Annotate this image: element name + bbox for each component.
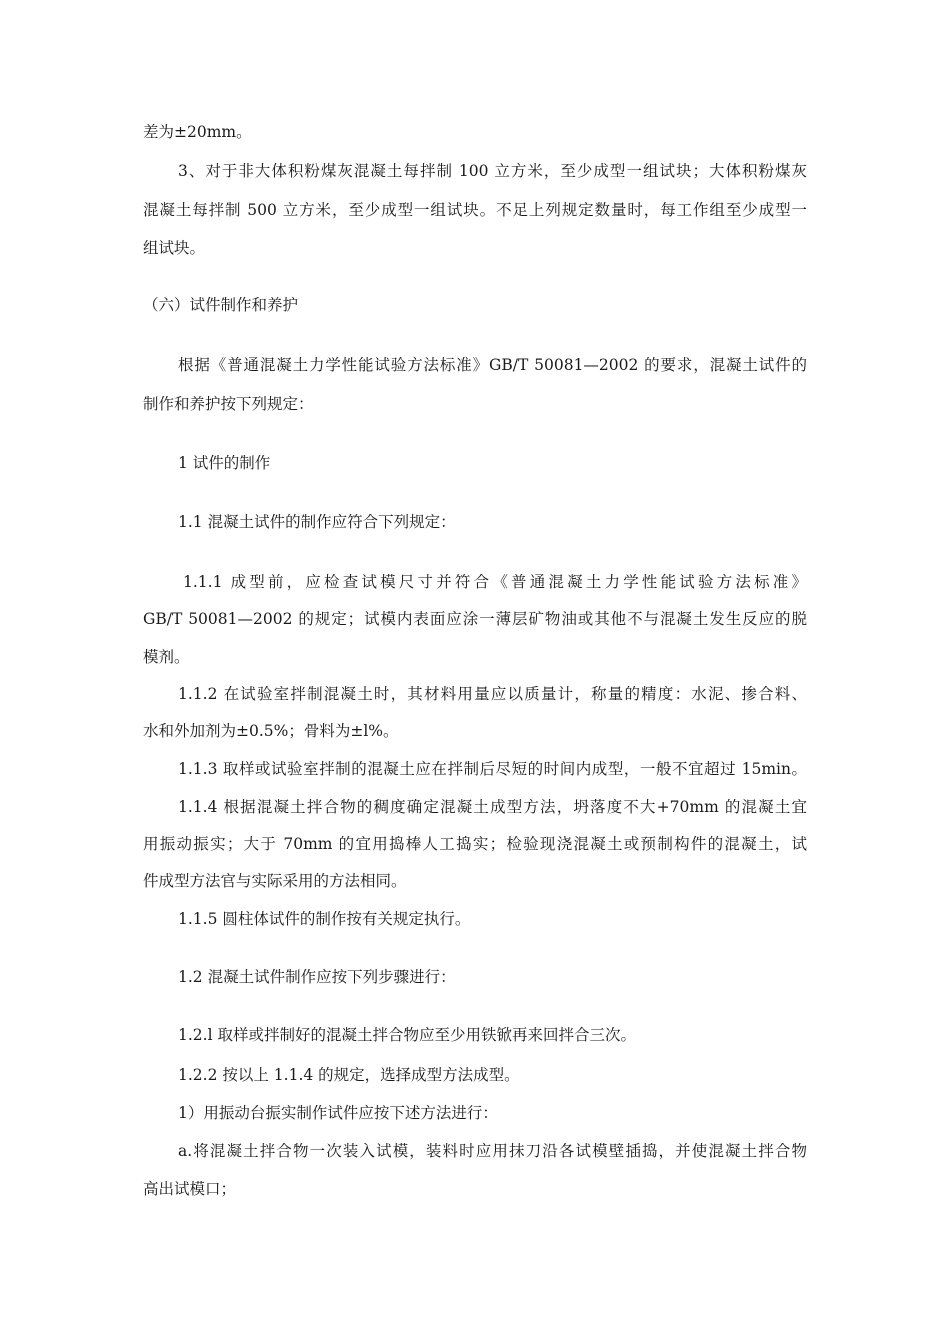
text-line: 1.2.l 取样或拌制好的混凝土拌合物应至少用铁锨再来回拌合三次。 — [178, 1026, 636, 1044]
text-line: 1.1.4 根据混凝土拌合物的稠度确定混凝土成型方法，坍落度不大+70mm 的混凝土宜 — [178, 798, 807, 816]
text-line: 水和外加剂为±0.5%；骨料为±l%。 — [143, 722, 399, 740]
text-line: 模剂。 — [143, 648, 190, 666]
text-line: 差为±20mm。 — [143, 123, 252, 141]
text-line: 1）用振动台振实制作试件应按下述方法进行： — [178, 1104, 498, 1122]
text-line: 混凝土每拌制 500 立方米，至少成型一组试块。不足上列规定数量时，每工作组至少成型一 — [143, 201, 807, 219]
text-line: 用振动振实；大于 70mm 的宜用捣棒人工捣实；检验现浇混凝土或预制构件的混凝土，试 — [143, 835, 807, 853]
text-line: 1.2.2 按以上 1.1.4 的规定，选择成型方法成型。 — [178, 1066, 520, 1084]
text-line: 1.1 混凝土试件的制作应符合下列规定： — [178, 513, 456, 531]
text-line: 根据《普通混凝土力学性能试验方法标准》GB/T 50081—2002 的要求，混凝土试件的 — [178, 356, 807, 374]
text-line: 高出试模口； — [143, 1180, 237, 1198]
text-line: a.将混凝土拌合物一次装入试模，装料时应用抹刀沿各试模壁插捣，并使混凝土拌合物 — [178, 1142, 807, 1160]
text-line: GB/T 50081—2002 的规定；试模内表面应涂一薄层矿物油或其他不与混凝土发生反应的脱 — [143, 610, 807, 628]
text-line: 件成型方法官与实际采用的方法相同。 — [143, 872, 407, 890]
text-line: 制作和养护按下列规定： — [143, 395, 314, 413]
text-line: 1.2 混凝土试件制作应按下列步骤进行： — [178, 968, 456, 986]
text-line: 组试块。 — [143, 239, 206, 257]
subsection-heading: 1 试件的制作 — [178, 454, 271, 472]
text-line: 1.1.5 圆柱体试件的制作按有关规定执行。 — [178, 910, 471, 928]
section-heading: （六）试件制作和养护 — [143, 296, 299, 314]
text-line: 1.1.3 取样或试验室拌制的混凝土应在拌制后尽短的时间内成型，一般不宜超过 15min。 — [178, 760, 807, 778]
text-line: 1.1.2 在试验室拌制混凝土时，其材料用量应以质量计，称量的精度：水泥、掺合料、 — [178, 685, 807, 703]
text-line: 3、对于非大体积粉煤灰混凝土每拌制 100 立方米，至少成型一组试块；大体积粉煤灰 — [178, 162, 807, 180]
text-line: 1.1.1 成型前，应检查试模尺寸并符合《普通混凝土力学性能试验方法标准》 — [183, 573, 807, 591]
